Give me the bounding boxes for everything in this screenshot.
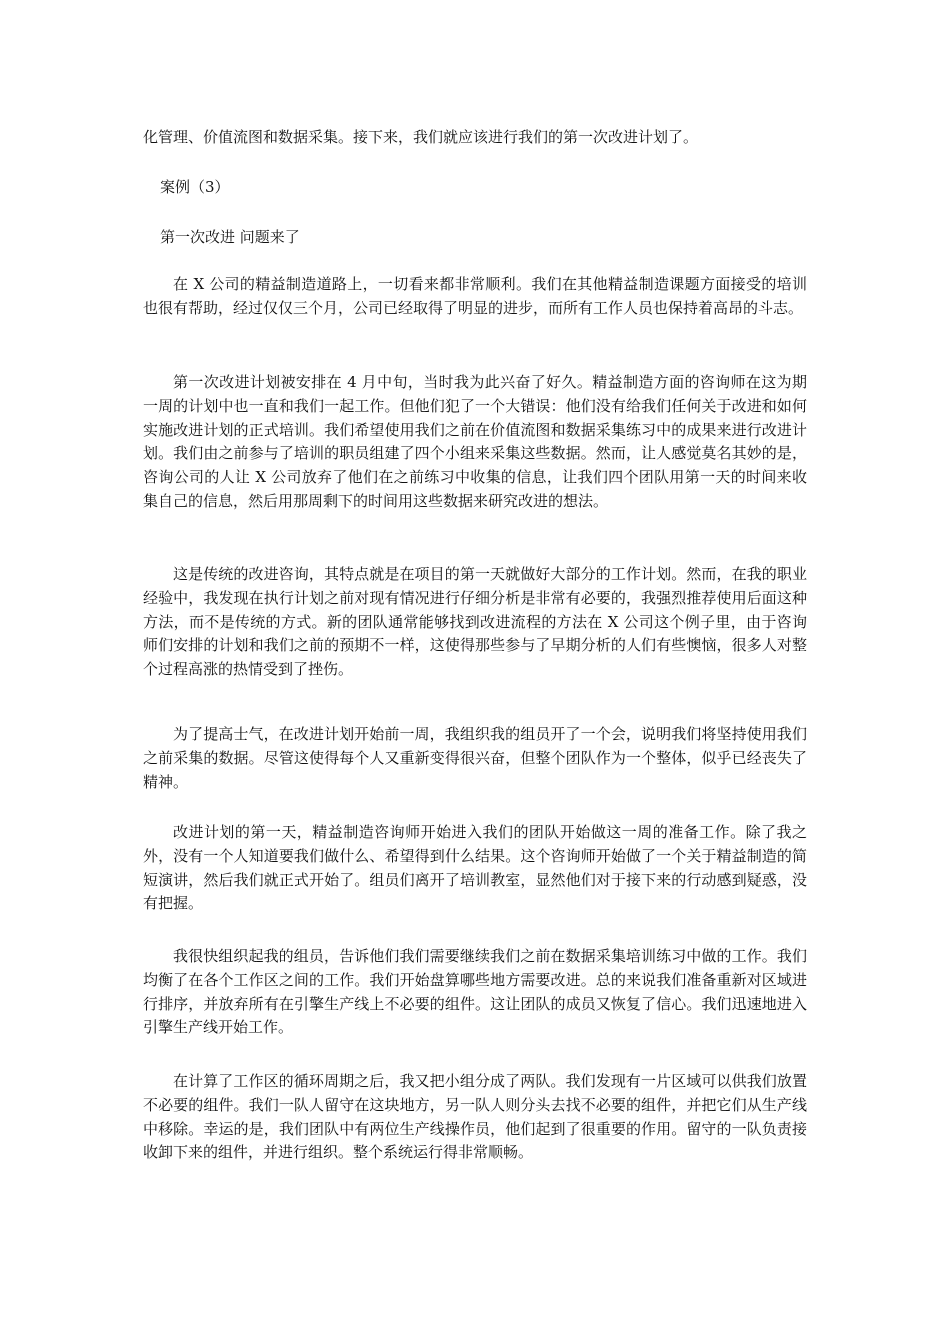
section-title: 第一次改进 问题来了: [160, 228, 300, 246]
paragraph-4: 为了提高士气，在改进计划开始前一周，我组织我的组员开了一个会，说明我们将坚持使用我们之前采集的数据。尽管这使得每个人又重新变得很兴奋，但整个团队作为一个整体，似乎已经丧失了精神。: [143, 725, 807, 791]
paragraph-1: 在 X 公司的精益制造道路上，一切看来都非常顺利。我们在其他精益制造课题方面接受的培训也很有帮助，经过仅仅三个月，公司已经取得了明显的进步，而所有工作人员也保持着高昂的斗志。: [143, 275, 807, 317]
paragraph-2: 第一次改进计划被安排在 4 月中旬，当时我为此兴奋了好久。精益制造方面的咨询师在这为期一周的计划中也一直和我们一起工作。但他们犯了一个大错误：他们没有给我们任何关于改进和如何实施改进计划的正式培训。我们希望使用我们之前在价值流图和数据采集练习中的成果来进行改进计划。我们由之前参与了培训的职员组建了四个小组来采集这些数据。然而，让人感觉莫名其妙的是，咨询公司的人让 X 公司放弃了他们在之前练习中收集的信息，让我们四个团队用第一天的时间来收集自己的信息，然后用那周剩下的时间用这些数据来研究改进的想法。: [143, 373, 807, 510]
paragraph-6: 我很快组织起我的组员，告诉他们我们需要继续我们之前在数据采集培训练习中做的工作。我们均衡了在各个工作区之间的工作。我们开始盘算哪些地方需要改进。总的来说我们准备重新对区域进行排序，并放弃所有在引擎生产线上不必要的组件。这让团队的成员又恢复了信心。我们迅速地进入引擎生产线开始工作。: [143, 947, 807, 1037]
paragraph-3: 这是传统的改进咨询，其特点就是在项目的第一天就做好大部分的工作计划。然而，在我的职业经验中，我发现在执行计划之前对现有情况进行仔细分析是非常有必要的，我强烈推荐使用后面这种方法，而不是传统的方式。新的团队通常能够找到改进流程的方法在 X 公司这个例子里，由于咨询师们安排的计划和我们之前的预期不一样，这使得那些参与了早期分析的人们有些懊恼，很多人对整个过程高涨的热情受到了挫伤。: [143, 565, 807, 679]
paragraph-7: 在计算了工作区的循环周期之后，我又把小组分成了两队。我们发现有一片区域可以供我们放置不必要的组件。我们一队人留守在这块地方，另一队人则分头去找不必要的组件，并把它们从生产线中移除。幸运的是，我们团队中有两位生产线操作员，他们起到了很重要的作用。留守的一队负责接收卸下来的组件，并进行组织。整个系统运行得非常顺畅。: [143, 1072, 807, 1162]
paragraph-5: 改进计划的第一天，精益制造咨询师开始进入我们的团队开始做这一周的准备工作。除了我之外，没有一个人知道要我们做什么、希望得到什么结果。这个咨询师开始做了一个关于精益制造的简短演讲，然后我们就正式开始了。组员们离开了培训教室，显然他们对于接下来的行动感到疑惑，没有把握。: [143, 823, 807, 913]
continuation-line: 化管理、价值流图和数据采集。接下来，我们就应该进行我们的第一次改进计划了。: [143, 128, 699, 146]
case-label: 案例（3）: [160, 178, 230, 196]
